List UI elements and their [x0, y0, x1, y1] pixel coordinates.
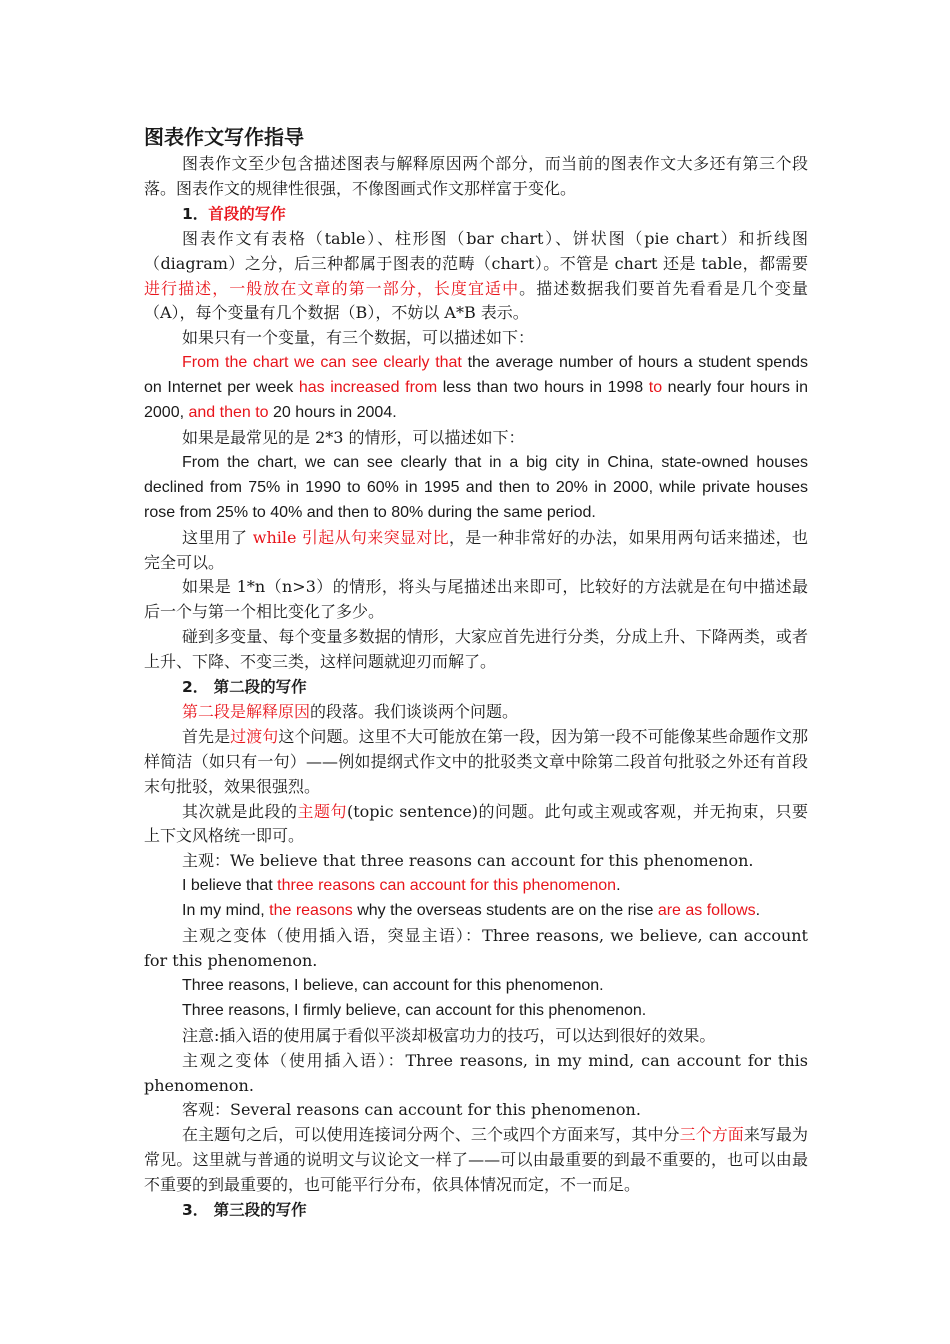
highlighted-text: the reasons [269, 902, 353, 920]
text-run: 的段落。我们谈谈两个问题。 [310, 701, 519, 721]
text-run: 1． [182, 204, 209, 223]
section-heading [144, 1198, 808, 1223]
text-run: 如果是最常见的是 2*3 的情形，可以描述如下： [182, 427, 525, 447]
highlighted-text: while 引起从句来突显对比 [252, 527, 449, 547]
document-title: 图表作文写作指导 [144, 125, 304, 149]
paragraph [144, 451, 813, 526]
text-run: 首先是 [182, 726, 231, 746]
paragraph [144, 924, 814, 974]
text-run: I believe that [182, 877, 278, 895]
highlighted-text: 进行描述，一般放在文章的第一部分，长度宜适中 [144, 278, 520, 298]
paragraph [144, 974, 808, 999]
highlighted-text: three reasons can account for this phenomenon [277, 877, 617, 895]
text-run: less than two hours in 1998 [437, 379, 649, 397]
highlighted-text: to [648, 379, 663, 397]
paragraph [144, 700, 808, 725]
document-page [144, 122, 814, 1223]
text-run: From the chart, we can see clearly that in a big city in China, state-owned houses declined from 75% in 1990 to 60% in 1995 and then to 20% in 2000, while private houses rose from 25% to 40% and then to 80% during the same period. [144, 453, 813, 521]
paragraph [144, 152, 808, 202]
text-run: . [616, 877, 621, 895]
text-run: 3． 第三段的写作 [182, 1201, 307, 1220]
highlighted-text: and then to [188, 404, 269, 422]
highlighted-text: 三个方面 [679, 1125, 744, 1145]
text-run: Three reasons, I believe, can account for this phenomenon. [182, 976, 604, 994]
paragraph [144, 725, 808, 800]
text-run: 注意:插入语的使用属于看似平淡却极富功力的技巧，可以达到很好的效果。 [182, 1025, 716, 1045]
paragraph [144, 326, 808, 351]
text-run: the average number of hours a student spends on Internet per week [144, 354, 813, 397]
highlighted-text: 首段的写作 [208, 204, 286, 223]
text-run: ，是一种非常好的办法，如果用两句话来描述，也完全可以。 [144, 527, 808, 572]
text-run: (topic sentence)的问题。此句或主观或客观，并无拘束，只要上下文风格统一即可。 [144, 801, 808, 846]
paragraph [144, 351, 813, 426]
paragraph [144, 849, 808, 874]
paragraph [144, 625, 808, 675]
highlighted-text: 第二段是解释原因 [182, 701, 311, 721]
text-run: . [755, 902, 761, 920]
section-heading [144, 202, 808, 227]
text-run: 其次就是此段的 [182, 801, 298, 821]
highlighted-text: has increased from [298, 379, 438, 397]
text-run: 图表作文至少包含描述图表与解释原因两个部分，而当前的图表作文大多还有第三个段落。图表作文的规律性很强，不像图画式作文那样富于变化。 [144, 154, 808, 198]
text-run: 主观之变体（使用插入语）：Three reasons, in my mind, can account for this phenomenon. [144, 1050, 814, 1095]
paragraph [144, 1024, 808, 1049]
text-run: 这里用了 [182, 527, 253, 547]
highlighted-text: 主题句 [297, 801, 347, 821]
paragraph [144, 999, 808, 1024]
text-run: 。描述数据我们要首先看看是几个变量（A），每个变量有几个数据（B），不妨以 A*B 表示。 [144, 278, 808, 323]
text-run: 碰到多变量、每个变量多数据的情形，大家应首先进行分类，分成上升、下降两类，或者上升、下降、不变三类，这样问题就迎刃而解了。 [144, 627, 808, 672]
text-run: 如果只有一个变量，有三个数据，可以描述如下： [182, 328, 535, 348]
text-run: 这个问题。这里不大可能放在第一段，因为第一段不可能像某些命题作文那样简洁（如只有一句）——例如提纲式作文中的批驳类文章中除第二段首句批驳之外还有首段末句批驳，效果很强烈。 [144, 726, 808, 796]
text-run: 在主题句之后，可以使用连接词分两个、三个或四个方面来写，其中分 [182, 1125, 680, 1145]
text-run: why the overseas students are on the rise [352, 902, 658, 920]
paragraph [144, 526, 808, 576]
text-run: 主观之变体（使用插入语，突显主语）：Three reasons, we believe, can account for this phenomenon. [144, 926, 814, 970]
paragraph [144, 800, 808, 850]
text-run: 20 hours in 2004. [268, 404, 397, 422]
paragraph [144, 1098, 808, 1123]
text-run: 如果是 1*n（n>3）的情形，将头与尾描述出来即可，比较好的方法就是在句中描述最后一个与第一个相比变化了多少。 [144, 577, 808, 622]
text-run: Three reasons, I firmly believe, can account for this phenomenon. [182, 1001, 647, 1019]
highlighted-text: are as follows [657, 902, 756, 920]
paragraph [144, 1049, 814, 1099]
paragraph [144, 874, 808, 899]
text-run: 2． 第二段的写作 [182, 678, 307, 697]
text-run: nearly four hours in 2000, [144, 379, 813, 422]
highlighted-text: 过渡句 [230, 726, 279, 746]
text-run: 主观：We believe that three reasons can account for this phenomenon. [182, 851, 754, 871]
highlighted-text: From the chart we can see clearly that [182, 354, 462, 372]
paragraph [144, 575, 808, 625]
paragraph [144, 1123, 808, 1198]
section-heading [144, 675, 808, 700]
document-body [144, 152, 814, 1223]
paragraph [144, 426, 808, 451]
paragraph [144, 899, 808, 924]
paragraph [144, 227, 808, 327]
text-run: 图表作文有表格（table）、柱形图（bar chart）、饼状图（pie chart）和折线图（diagram）之分，后三种都属于图表的范畴（chart）。不管是 chart 还是 table，都需要 [144, 228, 808, 273]
text-run: In my mind, [182, 902, 270, 920]
text-run: 来写最为常见。这里就与普通的说明文与议论文一样了——可以由最重要的到最不重要的，也可以由最不重要的到最重要的，也可能平行分布，依具体情况而定，不一而足。 [144, 1125, 808, 1195]
text-run: 客观：Several reasons can account for this phenomenon. [182, 1100, 641, 1120]
